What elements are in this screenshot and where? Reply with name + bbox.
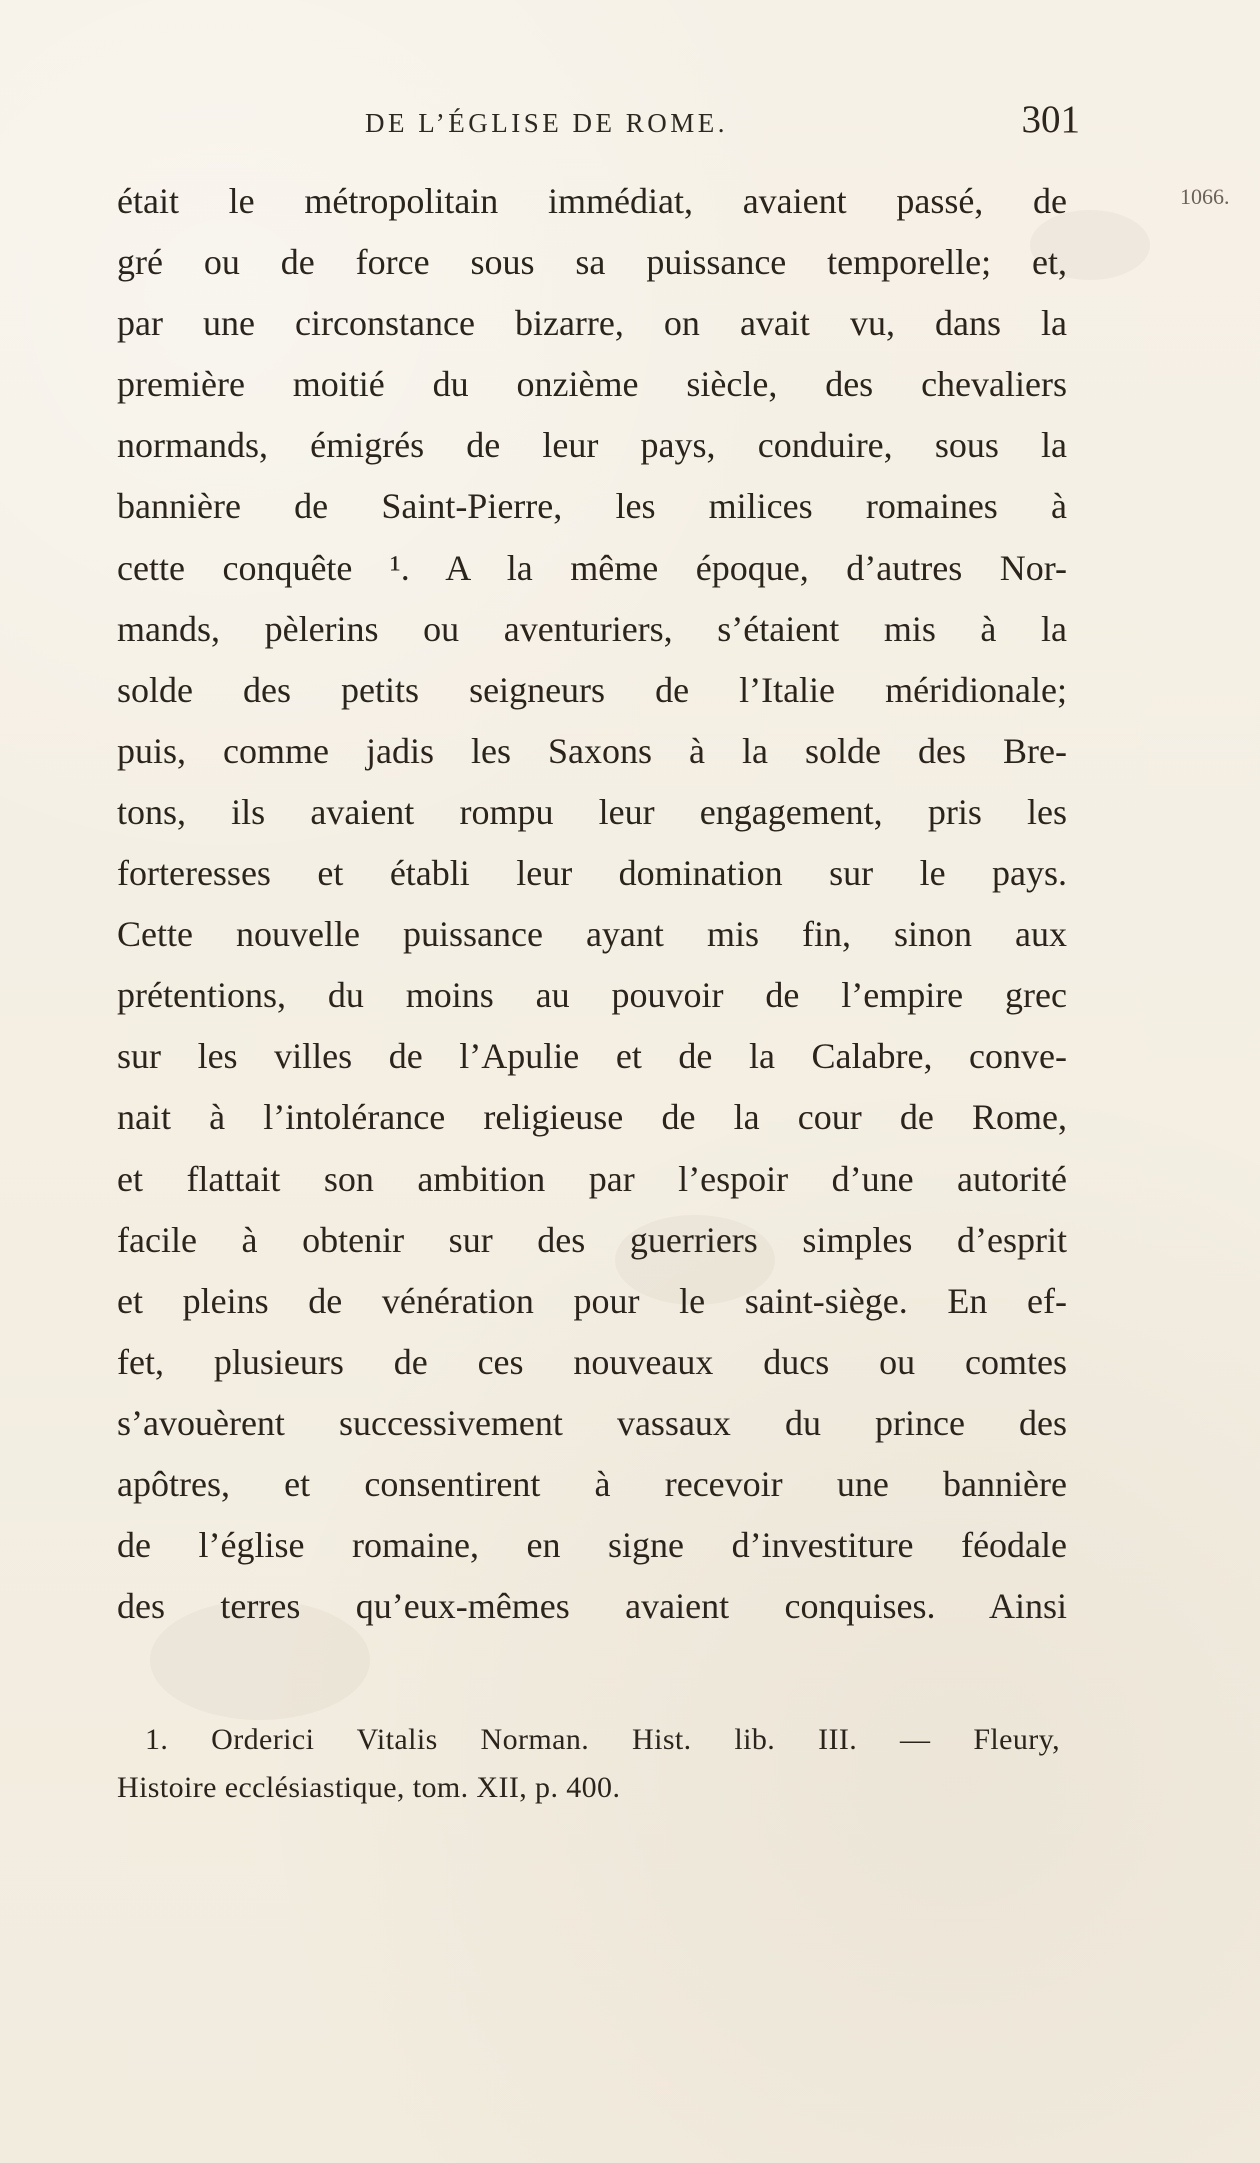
- text-line: fet, plusieurs de ces nouveaux ducs ou comtes: [117, 1341, 1067, 1382]
- text-line: nait à l’intolérance religieuse de la cour de Rome,: [117, 1097, 1067, 1138]
- text-line: tons, ils avaient rompu leur engagement, pris les: [117, 791, 1067, 832]
- running-title: DE L’ÉGLISE DE ROME.: [365, 108, 728, 138]
- page-number: 301: [1021, 98, 1080, 141]
- text-line: prétentions, du moins au pouvoir de l’empire grec: [117, 975, 1067, 1016]
- text-line: cette conquête ¹. A la même époque, d’autres Nor-: [117, 547, 1067, 588]
- text-line: mands, pèlerins ou aventuriers, s’étaient mis à la: [117, 608, 1067, 649]
- footnote-line: Histoire ecclésiastique, tom. XII, p. 400.: [117, 1771, 621, 1804]
- text-line: par une circonstance bizarre, on avait vu, dans la: [117, 303, 1067, 344]
- text-line: Cette nouvelle puissance ayant mis fin, sinon aux: [117, 914, 1067, 955]
- footnote-line: 1. Orderici Vitalis Norman. Hist. lib. III. — Fleury,: [145, 1723, 1060, 1756]
- margin-year: 1066.: [1180, 184, 1230, 209]
- text-line: forteresses et établi leur domination sur le pays.: [117, 853, 1067, 894]
- text-line: sur les villes de l’Apulie et de la Calabre, conve-: [117, 1036, 1067, 1077]
- text-line: et pleins de vénération pour le saint-siège. En ef-: [117, 1280, 1067, 1321]
- text-line: apôtres, et consentirent à recevoir une bannière: [117, 1463, 1067, 1504]
- text-line: gré ou de force sous sa puissance temporelle; et,: [117, 242, 1067, 283]
- text-line: bannière de Saint-Pierre, les milices romaines à: [117, 486, 1067, 527]
- text-line: solde des petits seigneurs de l’Italie méridionale;: [117, 669, 1067, 710]
- text-line: des terres qu’eux-mêmes avaient conquises. Ainsi: [117, 1586, 1067, 1627]
- text-line: et flattait son ambition par l’espoir d’une autorité: [117, 1158, 1067, 1199]
- text-line: s’avouèrent successivement vassaux du prince des: [117, 1402, 1067, 1443]
- text-line: de l’église romaine, en signe d’investiture féodale: [117, 1525, 1067, 1566]
- text-line: normands, émigrés de leur pays, conduire, sous la: [117, 425, 1067, 466]
- text-line: était le métropolitain immédiat, avaient passé, de: [117, 181, 1067, 221]
- text-line: puis, comme jadis les Saxons à la solde des Bre-: [117, 730, 1067, 771]
- main-text: [117, 171, 1067, 1637]
- footnote: [117, 1716, 1060, 1812]
- text-line: première moitié du onzième siècle, des chevaliers: [117, 364, 1067, 405]
- text-line: facile à obtenir sur des guerriers simples d’esprit: [117, 1219, 1067, 1260]
